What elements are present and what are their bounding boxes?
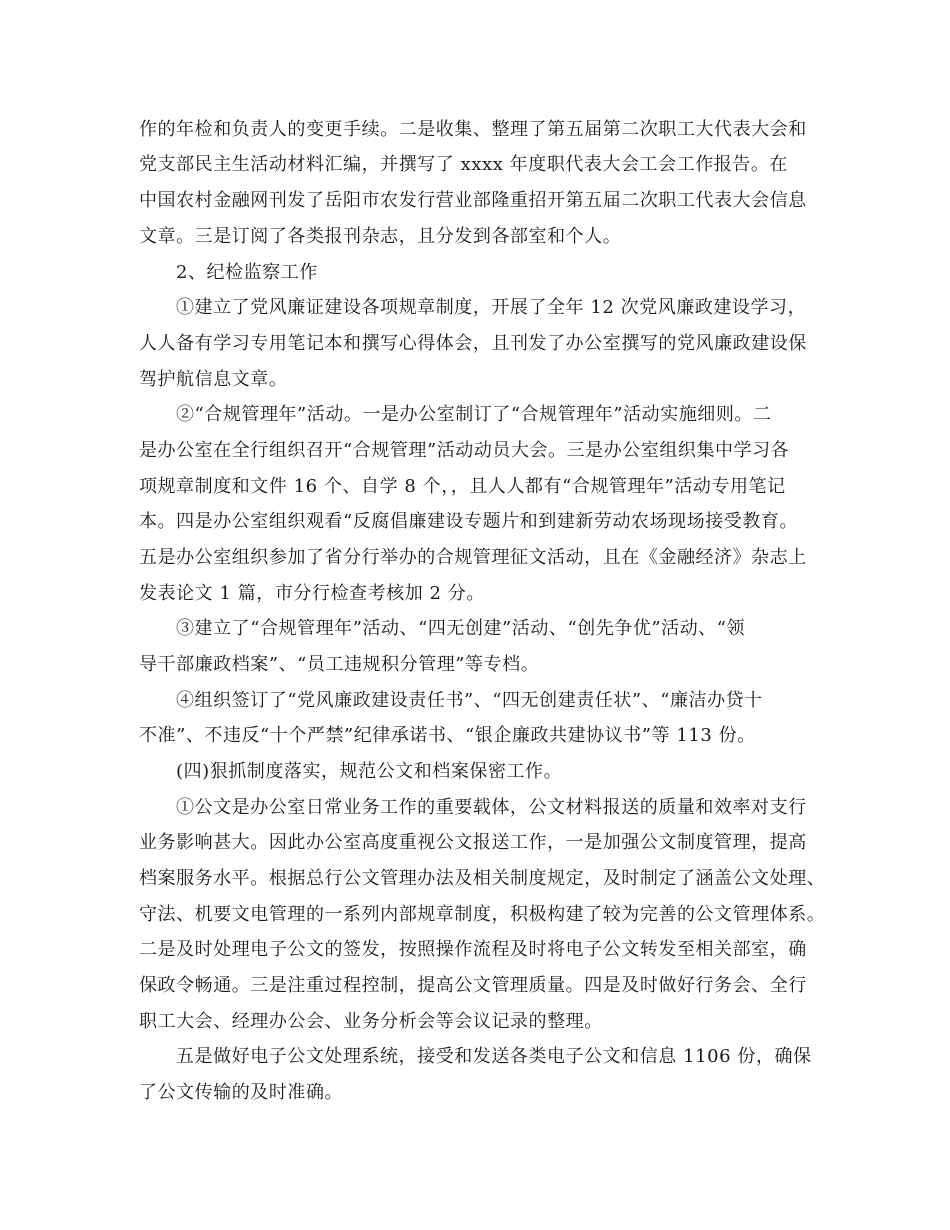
text-line: 项规章制度和文件 16 个、自学 8 个，，且人人都有“合规管理年”活动专用笔记	[139, 476, 786, 497]
text-line: 二是及时处理电子公文的签发，按照操作流程及时将电子公文转发至相关部室，确	[139, 939, 807, 960]
text-line: 是办公室在全行组织召开“合规管理”活动动员大会。三是办公室组织集中学习各	[139, 440, 790, 461]
text-line: 档案服务水平。根据总行公文管理办法及相关制度规定，及时制定了涵盖公文处理、	[139, 868, 826, 889]
text-line: 导干部廉政档案”、“员工违规积分管理”等专档。	[139, 654, 540, 675]
text-line: 职工大会、经理办公会、业务分析会等会议记录的整理。	[139, 1011, 603, 1032]
text-line: 守法、机要文电管理的一系列内部规章制度，积极构建了较为完善的公文管理体系。	[139, 904, 826, 925]
text-line: 作的年检和负责人的变更手续。二是收集、整理了第五届第二次职工大代表大会和	[139, 119, 807, 140]
text-line: 党支部民主生活动材料汇编，并撰写了 xxxx 年度职代表大会工会工作报告。在	[139, 154, 788, 175]
text-line: 中国农村金融网刊发了岳阳市农发行营业部隆重招开第五届二次职工代表大会信息	[139, 190, 807, 211]
text-line: 本。四是办公室组织观看“反腐倡廉建设专题片和到建新劳动农场现场接受教育。	[139, 511, 798, 532]
text-line: ③建立了“合规管理年”活动、“四无创建”活动、“创先争优”活动、“领	[176, 618, 746, 639]
text-line: 了公文传输的及时准确。	[139, 1082, 344, 1103]
text-line: ②“合规管理年”活动。一是办公室制订了“合规管理年”活动实施细则。二	[176, 404, 772, 425]
text-line: 人人备有学习专用笔记本和撰写心得体会，且刊发了办公室撰写的党风廉政建设保	[139, 333, 807, 354]
text-line: 五是做好电子公文处理系统，接受和发送各类电子公文和信息 1106 份，确保	[176, 1046, 812, 1067]
text-line: 不准”、不违反“十个严禁”纪律承诺书、“银企廉政共建协议书”等 113 份。	[139, 725, 756, 746]
text-line: ①建立了党风廉证建设各项规章制度，开展了全年 12 次党风廉政建设学习，	[176, 297, 807, 318]
text-line: ④组织签订了“党风廉政建设责任书”、“四无创建责任状”、“廉洁办贷十	[176, 690, 763, 711]
text-line: ①公文是办公室日常业务工作的重要载体，公文材料报送的质量和效率对支行	[176, 797, 807, 818]
text-line: 驾护航信息文章。	[139, 369, 288, 390]
text-line: 保政令畅通。三是注重过程控制，提高公文管理质量。四是及时做好行务会、全行	[139, 975, 807, 996]
text-line: 五是办公室组织参加了省分行举办的合规管理征文活动，且在《金融经济》杂志上	[139, 547, 807, 568]
text-line: 文章。三是订阅了各类报刊杂志，且分发到各部室和个人。	[139, 226, 622, 247]
section-heading: 2、纪检监察工作	[176, 262, 318, 283]
text-line: 业务影响甚大。因此办公室高度重视公文报送工作，一是加强公文制度管理，提高	[139, 832, 807, 853]
text-line: 发表论文 1 篇，市分行检查考核加 2 分。	[139, 583, 485, 604]
section-heading: (四)狠抓制度落实，规范公文和档案保密工作。	[176, 761, 563, 782]
